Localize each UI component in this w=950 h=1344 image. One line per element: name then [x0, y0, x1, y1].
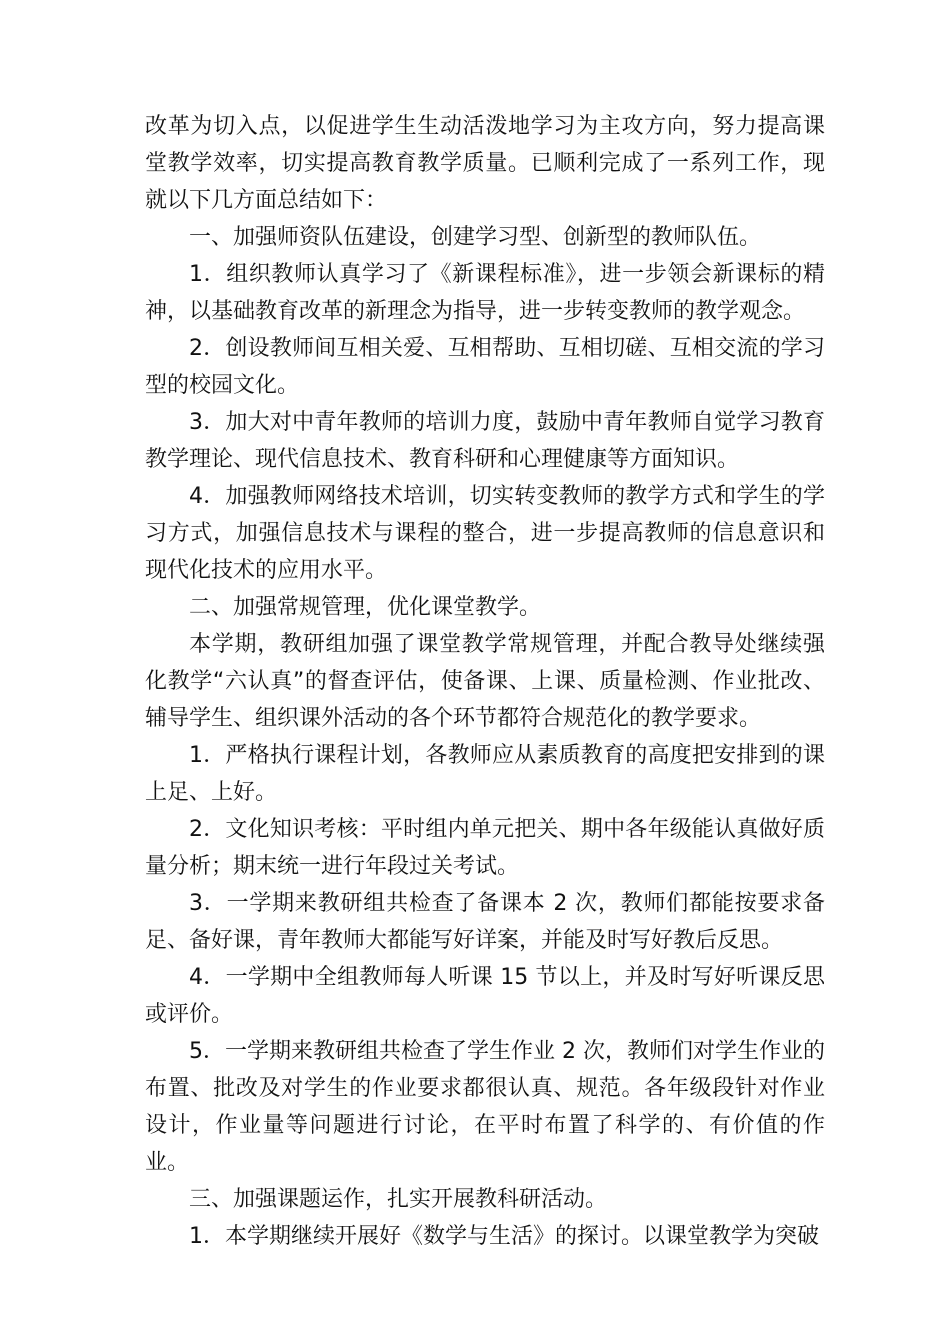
paragraph: 改革为切入点，以促进学生生动活泼地学习为主攻方向，努力提高课堂教学效率，切实提高教育教学质量。已顺利完成了一系列工作，现就以下几方面总结如下：: [145, 114, 825, 213]
list-item: 2．文化知识考核：平时组内单元把关、期中各年级能认真做好质量分析；期末统一进行年段过关考试。: [145, 817, 825, 879]
section-heading: 二、加强常规管理，优化课堂教学。: [189, 595, 542, 620]
list-item: 1．组织教师认真学习了《新课程标准》，进一步领会新课标的精神，以基础教育改革的新理念为指导，进一步转变教师的教学观念。: [145, 262, 825, 324]
list-item: 3．一学期来教研组共检查了备课本 2 次，教师们都能按要求备足、备好课，青年教师大都能写好详案，并能及时写好教后反思。: [145, 891, 825, 953]
section-heading: 三、加强课题运作，扎实开展教科研活动。: [189, 1187, 608, 1212]
list-item: 4．一学期中全组教师每人听课 15 节以上，并及时写好听课反思或评价。: [145, 965, 825, 1027]
section-heading: 一、加强师资队伍建设，创建学习型、创新型的教师队伍。: [189, 225, 762, 250]
list-item: 5．一学期来教研组共检查了学生作业 2 次，教师们对学生作业的布置、批改及对学生的作业要求都很认真、规范。各年级段针对作业设计，作业量等问题进行讨论，在平时布置了科学的、有价值的作业。: [145, 1039, 825, 1175]
list-item: 3．加大对中青年教师的培训力度，鼓励中青年教师自觉学习教育教学理论、现代信息技术、教育科研和心理健康等方面知识。: [145, 410, 825, 472]
list-item: 2．创设教师间互相关爱、互相帮助、互相切磋、互相交流的学习型的校园文化。: [145, 336, 825, 398]
list-item: 4．加强教师网络技术培训，切实转变教师的教学方式和学生的学习方式，加强信息技术与课程的整合，进一步提高教师的信息意识和现代化技术的应用水平。: [145, 484, 825, 583]
list-item: 1．本学期继续开展好《数学与生活》的探讨。以课堂教学为突破: [189, 1224, 819, 1249]
list-item: 1．严格执行课程计划，各教师应从素质教育的高度把安排到的课上足、上好。: [145, 743, 825, 805]
document-body: [145, 108, 825, 1255]
paragraph: 本学期，教研组加强了课堂教学常规管理，并配合教导处继续强化教学“六认真”的督查评估，使备课、上课、质量检测、作业批改、辅导学生、组织课外活动的各个环节都符合规范化的教学要求。: [145, 632, 825, 731]
